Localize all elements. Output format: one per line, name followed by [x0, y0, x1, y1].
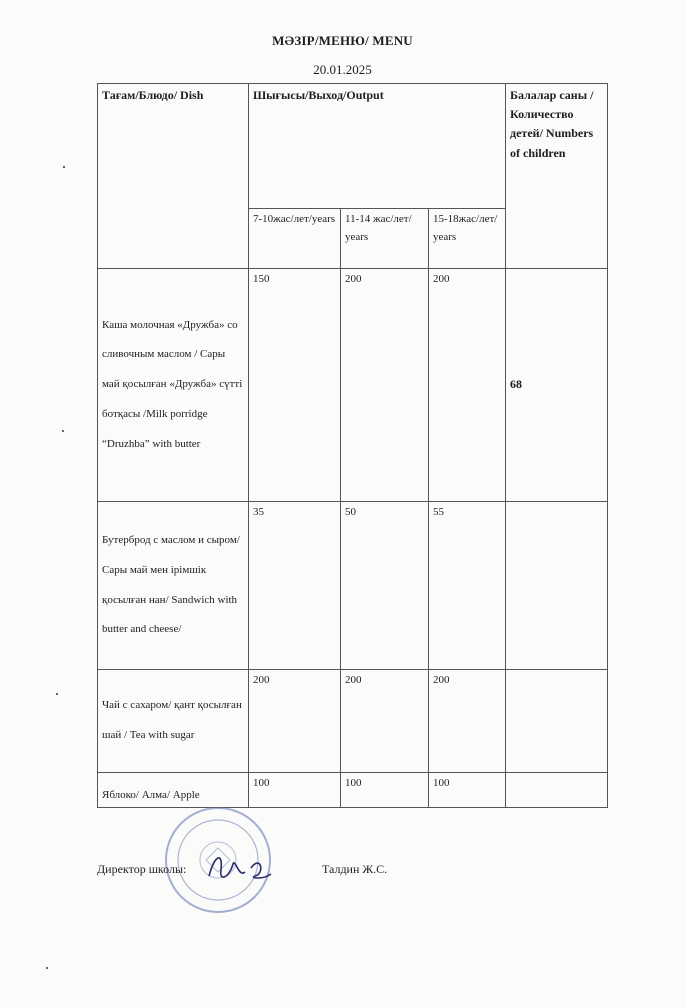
output-value: 200: [429, 269, 506, 502]
output-value: 100: [341, 773, 429, 808]
empty-cell: [506, 773, 608, 808]
output-value: 200: [341, 269, 429, 502]
speck: [62, 430, 64, 432]
output-value: 100: [249, 773, 341, 808]
document-title: МӘЗІР/МЕНЮ/ MENU: [272, 33, 413, 48]
document-date: 20.01.2025: [313, 62, 372, 77]
header-output: Шығысы/Выход/Output: [249, 84, 506, 209]
dish-name: Каша молочная «Дружба» со сливочным маслом / Сары май қосылған «Дружба» сүтті ботқасы /Milk porridge “Druzhba” with butter: [98, 269, 249, 502]
dish-name: Бутерброд с маслом и сыром/ Сары май мен ірімшік қосылған нан/ Sandwich with butter and cheese/: [98, 502, 249, 670]
output-value: 100: [429, 773, 506, 808]
output-value: 150: [249, 269, 341, 502]
children-count: 68: [506, 269, 608, 502]
output-value: 50: [341, 502, 429, 670]
table-row: [98, 670, 608, 773]
dish-name: Чай с сахаром/ қант қосылған шай / Tea with sugar: [98, 670, 249, 773]
speck: [46, 967, 48, 969]
speck: [56, 693, 58, 695]
age-group-15-18: 15-18жас/лет/ years: [429, 209, 506, 269]
table-header-row: [98, 84, 608, 209]
signature-label: Директор школы:: [97, 862, 187, 876]
empty-cell: [506, 502, 608, 670]
output-value: 200: [429, 670, 506, 773]
dish-name: Яблоко/ Алма/ Apple: [98, 773, 249, 808]
director-name: Талдин Ж.С.: [322, 862, 388, 876]
output-value: 200: [249, 670, 341, 773]
signature-scribble: [205, 848, 275, 888]
age-group-7-10: 7-10жас/лет/years: [249, 209, 341, 269]
table-row: [98, 269, 608, 502]
menu-table: [97, 83, 608, 808]
output-value: 200: [341, 670, 429, 773]
table-row: [98, 502, 608, 670]
output-value: 35: [249, 502, 341, 670]
speck: [63, 166, 65, 168]
age-group-11-14: 11-14 жас/лет/ years: [341, 209, 429, 269]
empty-cell: [506, 670, 608, 773]
table-row: [98, 773, 608, 808]
output-value: 55: [429, 502, 506, 670]
header-dish: Тағам/Блюдо/ Dish: [98, 84, 249, 269]
header-children: Балалар саны /Количество детей/ Numbers of children: [506, 84, 608, 269]
